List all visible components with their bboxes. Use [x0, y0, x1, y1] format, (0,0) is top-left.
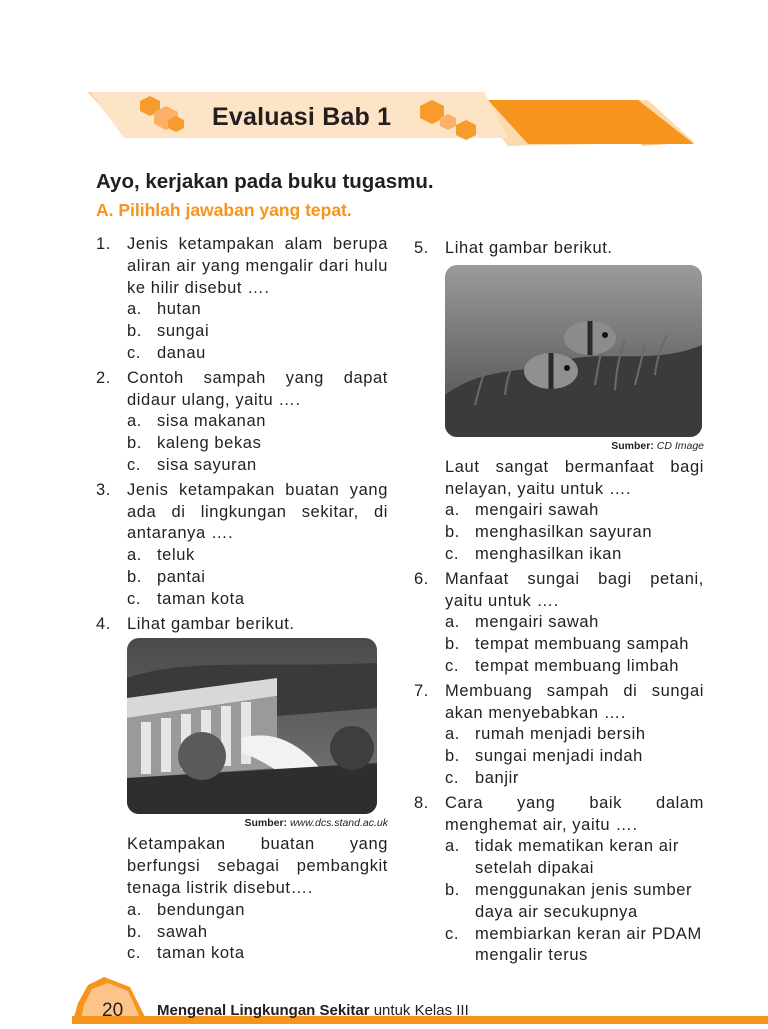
- option-a: a. tidak mematikan keran air setelah dipakai: [445, 837, 679, 878]
- question-number: 4.: [96, 614, 111, 633]
- option-c: c. taman kota: [127, 944, 245, 963]
- option-b: b. sungai: [127, 322, 210, 341]
- option-b: b. menggunakan jenis sumber daya air secukupnya: [445, 880, 693, 921]
- option-a: a. rumah menjadi bersih: [445, 725, 646, 744]
- option-a: a. hutan: [127, 300, 202, 319]
- question-text: Jenis ketampakan buatan yang ada di lingkungan sekitar, di antaranya ….: [127, 480, 388, 543]
- option-b: b. kaleng bekas: [127, 434, 262, 453]
- question-text: Laut sangat bermanfaat bagi nelayan, yaitu untuk ….: [445, 457, 704, 498]
- option-c: c. menghasilkan ikan: [445, 544, 622, 563]
- fish-2: [524, 353, 578, 389]
- option-a: a. bendungan: [127, 900, 245, 919]
- option-a: a. mengairi sawah: [445, 613, 599, 632]
- question-text: Membuang sampah di sungai akan menyebabkan ….: [445, 681, 704, 722]
- question-1: [96, 234, 388, 365]
- option-a: a. mengairi sawah: [445, 501, 599, 520]
- question-number: 3.: [96, 480, 111, 499]
- page-number: 20: [102, 1000, 124, 1021]
- option-b: b. sungai menjadi indah: [445, 747, 643, 766]
- photo-caption: Sumber: CD Image: [611, 439, 704, 452]
- fish-1: [564, 321, 616, 355]
- question-number: 1.: [96, 235, 111, 253]
- left-column: [96, 234, 388, 968]
- option-b: b. tempat membuang sampah: [445, 635, 690, 654]
- photo-caption: Sumber: www.dcs.stand.ac.uk: [244, 817, 388, 830]
- question-text: Contoh sampah yang dapat didaur ulang, yaitu ….: [127, 368, 388, 409]
- option-a: a. sisa makanan: [127, 412, 267, 431]
- question-number: 8.: [414, 793, 429, 812]
- option-c: c. taman kota: [127, 589, 245, 608]
- option-b: b. sawah: [127, 922, 208, 941]
- option-b: b. pantai: [127, 567, 206, 586]
- section-heading: A. Pilihlah jawaban yang tepat.: [96, 200, 352, 220]
- question-8: [414, 793, 704, 967]
- question-text: Cara yang baik dalam menghemat air, yaitu ….: [445, 793, 704, 834]
- question-number: 2.: [96, 368, 111, 387]
- question-6: [414, 569, 704, 678]
- option-c: c. danau: [127, 343, 206, 362]
- question-text: Manfaat sungai bagi petani, yaitu untuk ….: [445, 569, 704, 610]
- question-text: Ketampakan buatan yang berfungsi sebagai pembangkit tenaga listrik disebut….: [127, 835, 388, 897]
- dam-photo: [127, 638, 377, 814]
- question-text: Jenis ketampakan alam berupa aliran air yang mengalir dari hulu ke hilir disebut ….: [127, 235, 388, 297]
- question-text: Lihat gambar berikut.: [127, 614, 295, 633]
- question-2: [96, 368, 388, 477]
- question-7: [414, 681, 704, 790]
- question-3: [96, 480, 388, 611]
- option-c: c. banjir: [445, 768, 519, 787]
- question-4: [96, 614, 388, 966]
- option-c: c. sisa sayuran: [127, 455, 257, 474]
- dam-illustration: [127, 638, 377, 814]
- question-number: 6.: [414, 569, 429, 588]
- sea-photo: [445, 265, 702, 437]
- chapter-title: Evaluasi Bab 1: [212, 103, 392, 131]
- sea-illustration: [445, 265, 702, 437]
- book-title: Mengenal Lingkungan Sekitar untuk Kelas III: [157, 1002, 469, 1019]
- option-a: a. teluk: [127, 546, 195, 565]
- question-5: [414, 238, 704, 566]
- question-number: 7.: [414, 681, 429, 700]
- option-b: b. menghasilkan sayuran: [445, 523, 653, 542]
- option-c: c. tempat membuang limbah: [445, 656, 679, 675]
- question-text: Lihat gambar berikut.: [445, 239, 613, 257]
- instruction-heading: Ayo, kerjakan pada buku tugasmu.: [96, 170, 434, 193]
- option-c: c. membiarkan keran air PDAM mengalir terus: [445, 924, 702, 965]
- question-number: 5.: [414, 239, 429, 257]
- right-column: [414, 238, 704, 970]
